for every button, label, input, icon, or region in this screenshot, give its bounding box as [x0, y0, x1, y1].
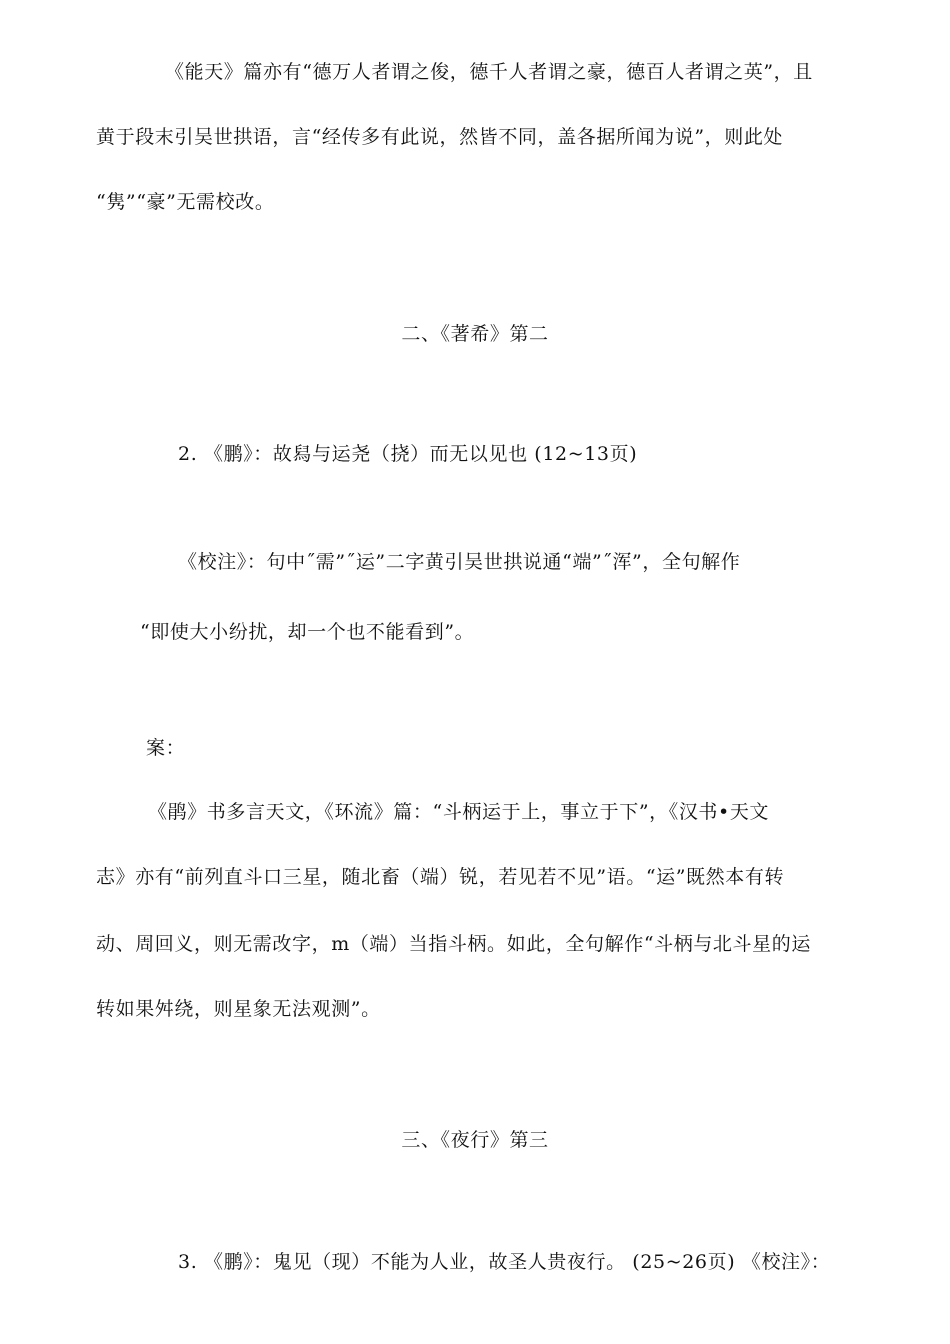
paragraph-1-line-1: 《能天》篇亦有“德万人者谓之俊，德千人者谓之豪，德百人者谓之英”，且 [165, 61, 813, 83]
section-3-heading: 三、《夜行》第三 [401, 1129, 549, 1151]
paragraph-1-line-3: “隽”“豪”无需校改。 [96, 191, 275, 213]
section-2-note-line-2: “即使大小纷扰，却一个也不能看到”。 [140, 621, 475, 643]
section-2-an-line-4: 转如果舛绕，则星象无法观测”。 [96, 998, 381, 1020]
section-2-an-line-3: 动、周回义，则无需改字，m（端）当指斗柄。如此，全句解作“斗柄与北斗星的运 [96, 933, 811, 955]
section-2-an-line-1: 《鹃》书多言天文，《环流》篇：“斗柄运于上，事立于下”，《汉书•天文 [148, 801, 770, 823]
section-3-item: 3. 《鹏》：鬼见（现）不能为人业，故圣人贵夜行。 (25~26页) 《校注》： [178, 1251, 831, 1273]
section-2-heading: 二、《著希》第二 [401, 323, 549, 345]
section-2-item: 2. 《鹏》：故舄与运尧（挠）而无以见也 (12~13页) [178, 443, 638, 465]
paragraph-1-line-2: 黄于段末引吴世拱语，言“经传多有此说，然皆不同，盖各据所闻为说”，则此处 [96, 126, 784, 148]
section-2-an-line-2: 志》亦有“前列直斗口三星，随北畜（端）锐，若见若不见”语。“运”既然本有转 [96, 866, 785, 888]
section-2-note-line-1: 《校注》：句中˝需”˝运”二字黄引吴世拱说通“端”˝浑”，全句解作 [178, 551, 741, 573]
section-2-an-label: 案： [146, 737, 186, 759]
